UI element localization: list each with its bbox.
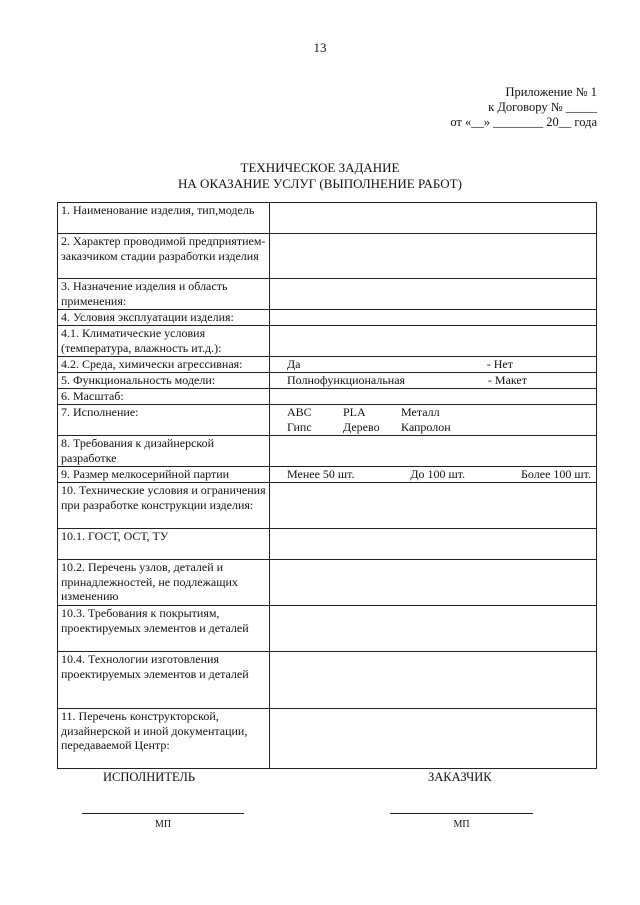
- row-label: 10. Технические условия и ограничения при разработке конструкции изделия:: [58, 483, 270, 529]
- executor-label: ИСПОЛНИТЕЛЬ: [103, 770, 196, 784]
- row-value: [270, 467, 597, 483]
- table-row: [58, 709, 597, 769]
- row-label: 10.1. ГОСТ, ОСТ, ТУ: [58, 529, 270, 560]
- batch-less-50: Менее 50 шт.: [287, 467, 355, 481]
- batch-up-to-100: До 100 шт.: [410, 467, 466, 481]
- row-value: [270, 279, 597, 310]
- table-row: [58, 405, 597, 436]
- row-value: [270, 203, 597, 234]
- row-value: [270, 310, 597, 326]
- row-value: [270, 326, 597, 357]
- table-row: [58, 467, 597, 483]
- executor-signature-line: [82, 813, 244, 814]
- table-row: [58, 560, 597, 606]
- executor-stamp-label: МП: [154, 819, 172, 830]
- option-full-functional: Полнофункциональная: [287, 373, 406, 387]
- table-row: [58, 357, 597, 373]
- row-label: 7. Исполнение:: [58, 405, 270, 436]
- table-row: [58, 529, 597, 560]
- table-row: [58, 606, 597, 652]
- table-row: [58, 652, 597, 709]
- material-gips: Гипс: [287, 419, 312, 434]
- table-row: [58, 373, 597, 389]
- table-row: [58, 234, 597, 279]
- table-row: [58, 436, 597, 467]
- table-row: [58, 389, 597, 405]
- row-label: 2. Характер проводимой предприятием-заказчиком стадии разработки изделия: [58, 234, 270, 279]
- appendix-line-2: к Договору № _____: [488, 100, 597, 114]
- row-label: 5. Функциональность модели:: [58, 373, 270, 389]
- row-label: 4. Условия эксплуатации изделия:: [58, 310, 270, 326]
- row-label: 10.3. Требования к покрытиям, проектируемых элементов и деталей: [58, 606, 270, 652]
- appendix-line-3: от «__» ________ 20__ года: [450, 115, 597, 129]
- page-number: 13: [313, 40, 327, 55]
- appendix-header: [450, 85, 597, 130]
- option-mockup: - Макет: [487, 373, 527, 387]
- row-label: 6. Масштаб:: [58, 389, 270, 405]
- option-yes: Да: [287, 357, 301, 371]
- row-label: 1. Наименование изделия, тип,модель: [58, 203, 270, 234]
- customer-stamp-label: МП: [453, 819, 470, 830]
- row-value: [270, 357, 597, 373]
- row-value: [270, 483, 597, 529]
- row-value: [270, 529, 597, 560]
- customer-label: ЗАКАЗЧИК: [428, 770, 492, 784]
- material-pla: PLA: [343, 405, 366, 419]
- document-title: [0, 160, 640, 192]
- row-label: 4.2. Среда, химически агрессивная:: [58, 357, 270, 373]
- spec-table: [57, 202, 597, 769]
- row-label: 8. Требования к дизайнерской разработке: [58, 436, 270, 467]
- table-row: [58, 483, 597, 529]
- row-value: [270, 709, 597, 769]
- material-wood: Дерево: [343, 419, 380, 434]
- material-metal: Металл: [401, 405, 440, 419]
- row-label: 9. Размер мелкосерийной партии: [58, 467, 270, 483]
- row-value: [270, 606, 597, 652]
- table-row: [58, 203, 597, 234]
- table-row: [58, 326, 597, 357]
- row-label: 11. Перечень конструкторской, дизайнерской и иной документации, передаваемой Центр:: [58, 709, 270, 769]
- row-value: [270, 652, 597, 709]
- row-value: [270, 436, 597, 467]
- title-line-2: НА ОКАЗАНИЕ УСЛУГ (ВЫПОЛНЕНИЕ РАБОТ): [178, 176, 462, 191]
- appendix-line-1: Приложение № 1: [505, 85, 597, 99]
- row-label: 10.2. Перечень узлов, деталей и принадлежностей, не подлежащих изменению: [58, 560, 270, 606]
- row-value: [270, 560, 597, 606]
- table-row: [58, 279, 597, 310]
- row-value: [270, 373, 597, 389]
- row-value: [270, 405, 597, 436]
- row-label: 10.4. Технологии изготовления проектируемых элементов и деталей: [58, 652, 270, 709]
- batch-more-100: Более 100 шт.: [521, 467, 591, 481]
- material-kapron: Капролон: [401, 419, 451, 434]
- row-label: 4.1. Климатические условия (температура, влажность ит.д.):: [58, 326, 270, 357]
- table-row: [58, 310, 597, 326]
- option-no: - Нет: [486, 357, 513, 371]
- customer-signature-line: [390, 813, 533, 814]
- row-value: [270, 234, 597, 279]
- row-label: 3. Назначение изделия и область применения:: [58, 279, 270, 310]
- row-value: [270, 389, 597, 405]
- material-abs: ABC: [287, 405, 312, 419]
- title-line-1: ТЕХНИЧЕСКОЕ ЗАДАНИЕ: [240, 160, 400, 175]
